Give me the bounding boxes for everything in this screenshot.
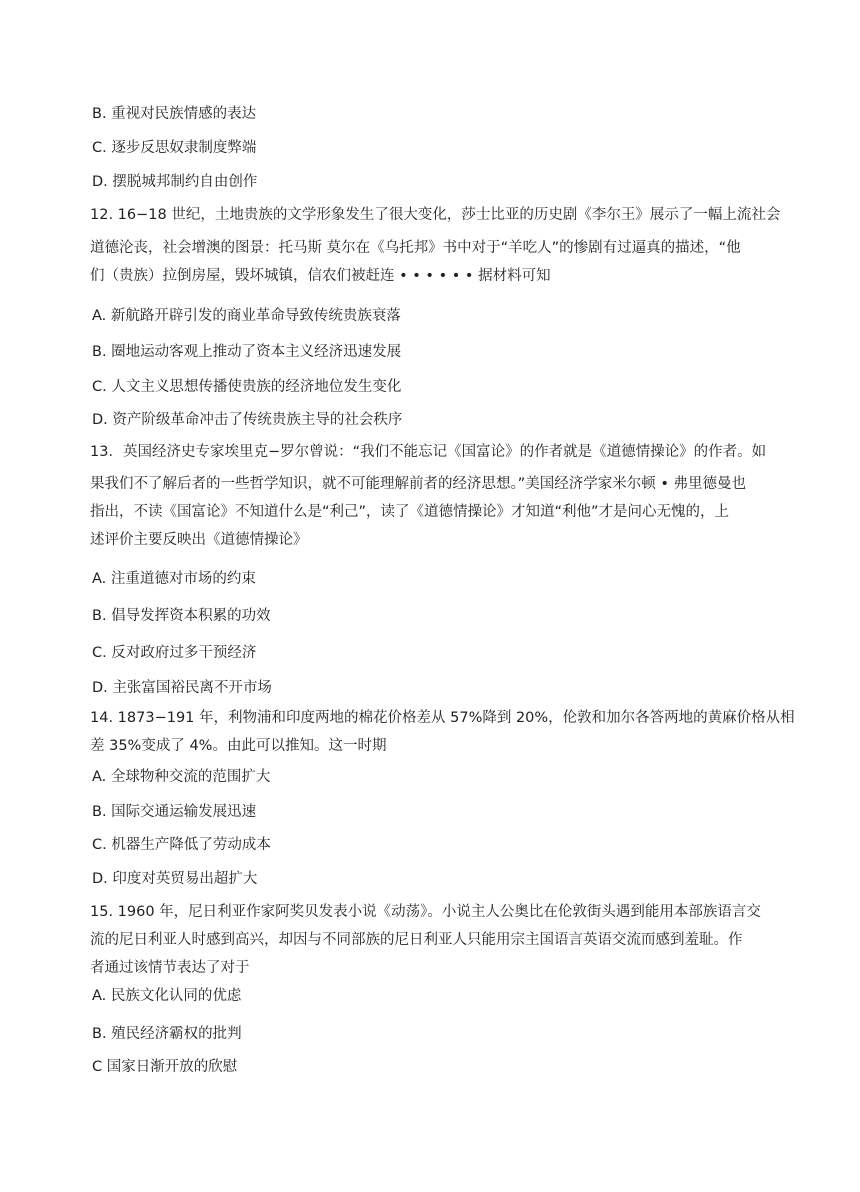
q14-option-b: B. 国际交通运输发展迅速 (92, 804, 257, 820)
q14-stem-line-2: 差 35%变成了 4%。由此可以推知。这一时期 (90, 738, 387, 754)
q11-option-d: D. 摆脱城邦制约自由创作 (92, 174, 258, 190)
q13-option-d: D. 主张富国裕民离不开市场 (92, 680, 272, 696)
q14-stem-line-1: 14. 1873−191 年，利物浦和印度两地的棉花价格差从 57%降到 20%，伦敦和加尔各答两地的黄麻价格从相 (90, 710, 795, 726)
q12-option-a: A. 新航路开辟引发的商业革命导致传统贵族衰落 (92, 308, 401, 324)
q12-option-c: C. 人文主义思想传播使贵族的经济地位发生变化 (92, 379, 402, 395)
q15-stem-line-3: 者通过该情节表达了对于 (90, 960, 250, 976)
q11-option-c: C. 逐步反思奴隶制度弊端 (92, 140, 257, 156)
q13-option-b: B. 倡导发挥资本积累的功效 (92, 608, 271, 624)
q13-stem-line-4: 述评价主要反映出《道德情操论》 (90, 532, 308, 548)
q14-option-a: A. 全球物种交流的范围扩大 (92, 769, 271, 785)
q13-stem-line-3: 指出，不读《国富论》不知道什么是“利己”，读了《道德情操论》才知道“利他”才是问心无愧的，上 (90, 504, 730, 520)
q13-option-c: C. 反对政府过多干预经济 (92, 645, 257, 661)
q15-option-a: A. 民族文化认同的优虑 (92, 988, 242, 1004)
q12-stem-line-1: 12. 16−18 世纪，土地贵族的文学形象发生了很大变化，莎士比亚的历史剧《李尔王》展示了一幅上流社会 (90, 207, 781, 223)
q15-option-c: C 国家日渐开放的欣慰 (92, 1059, 238, 1075)
q14-option-d: D. 印度对英贸易出超扩大 (92, 871, 258, 887)
q13-stem-line-1: 13．英国经济史专家埃里克−罗尔曾说：“我们不能忘记《国富论》的作者就是《道德情操论》的作者。如 (90, 444, 767, 460)
q12-stem-line-3: 们（贵族）拉倒房屋，毁坏城镇，信农们被赶连 • • • • • • 据材料可知 (90, 268, 551, 284)
q13-option-a: A. 注重道德对市场的约束 (92, 571, 256, 587)
q15-stem-line-1: 15. 1960 年，尼日利亚作家阿奖贝发表小说《动荡》。小说主人公奥比在伦敦街头遇到能用本部族语言交 (90, 904, 761, 920)
q12-option-d: D. 资产阶级革命冲击了传统贵族主导的社会秩序 (92, 412, 403, 428)
q14-option-c: C. 机器生产降低了劳动成本 (92, 837, 271, 853)
q13-stem-line-2: 果我们不了解后者的一些哲学知识，就不可能理解前者的经济思想。”美国经济学家米尔顿 • 弗里德曼也 (90, 476, 747, 492)
q15-option-b: B. 殖民经济霸权的批判 (92, 1026, 242, 1042)
q11-option-b: B. 重视对民族情感的表达 (92, 106, 257, 122)
q12-option-b: B. 圈地运动客观上推动了资本主义经济迅速发展 (92, 344, 402, 360)
q15-stem-line-2: 流的尼日利亚人时感到高兴，却因与不同部族的尼日利亚人只能用宗主国语言英语交流而感到羞耻。作 (90, 932, 743, 948)
q12-stem-line-2: 道德沦丧，社会增澳的图景：托马斯 莫尔在《乌托邦》书中对于“羊吃人”的惨剧有过逼真的描述，“他 (90, 240, 741, 256)
